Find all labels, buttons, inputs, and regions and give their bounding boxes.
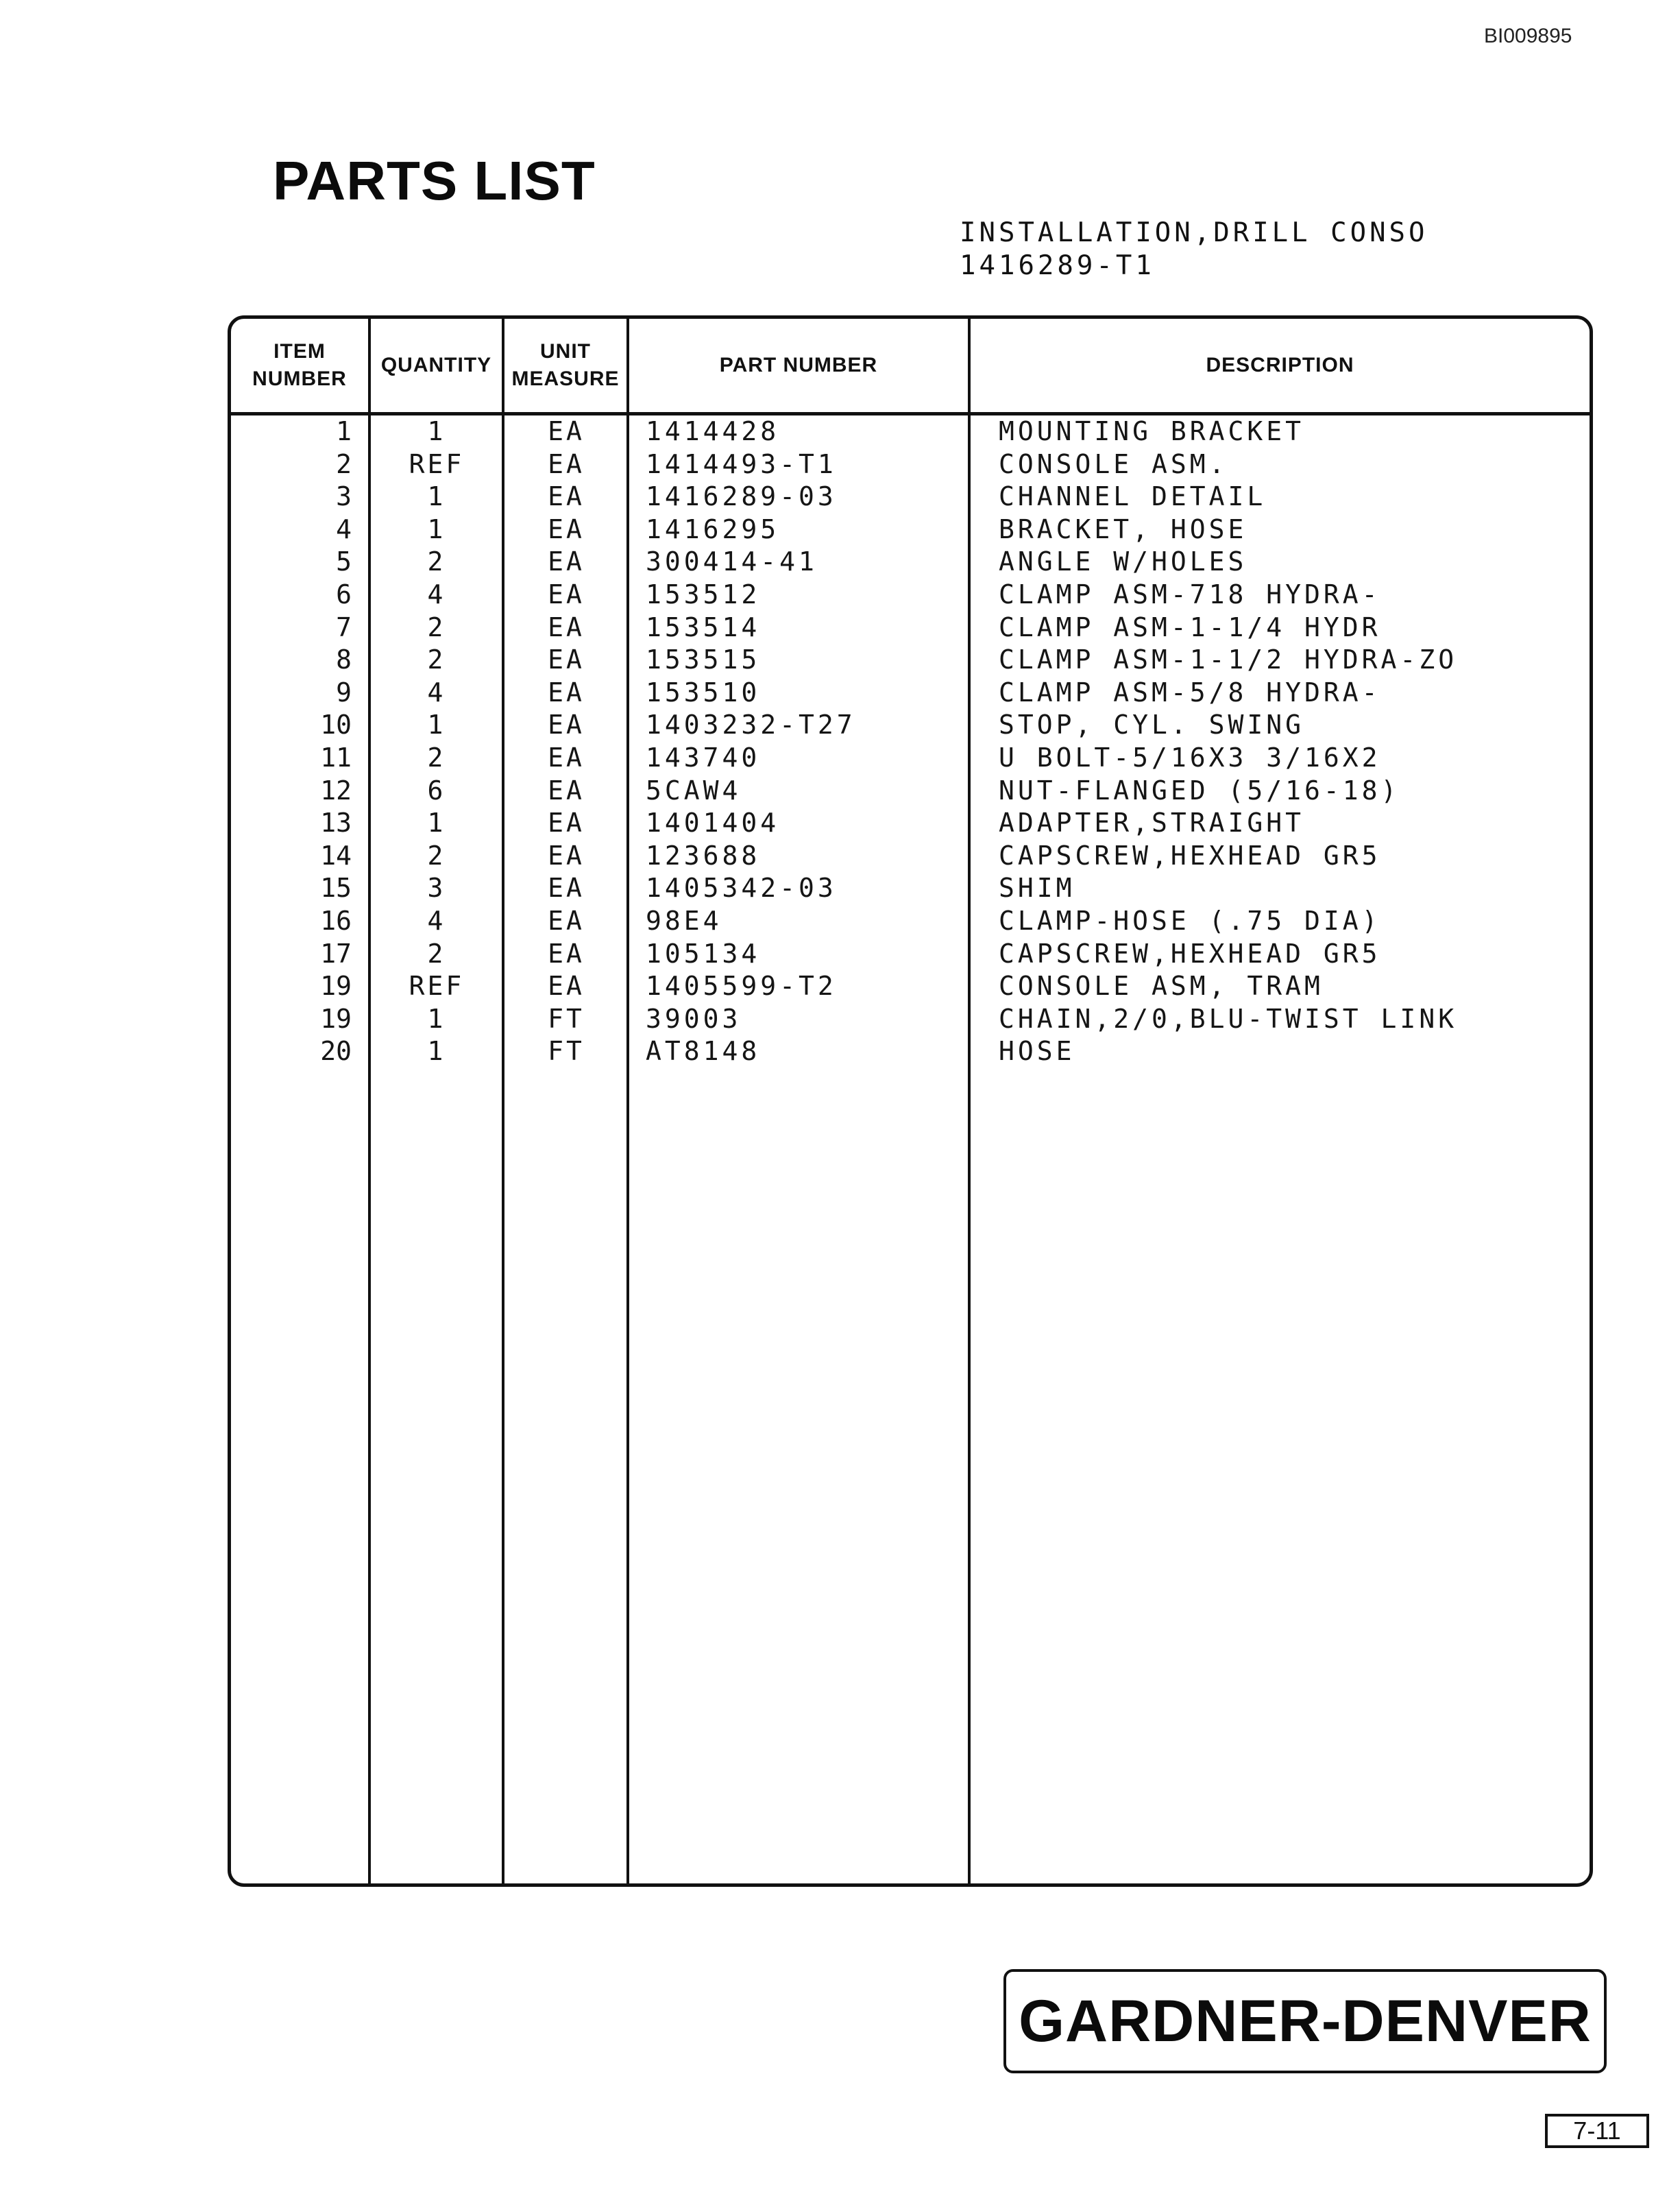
- part-number-cell: 1405342-03: [646, 873, 837, 904]
- table-row: [231, 1035, 1590, 1068]
- table-row: [231, 612, 1590, 644]
- description-cell: CAPSCREW,HEXHEAD GR5: [999, 840, 1381, 871]
- brand-logo: [1003, 1969, 1607, 2073]
- part-number-cell: 153514: [646, 612, 761, 642]
- description-cell: SHIM: [999, 873, 1075, 904]
- table-row: [231, 579, 1590, 612]
- unit-measure-cell: EA: [548, 481, 585, 512]
- description-cell: BRACKET, HOSE: [999, 514, 1247, 544]
- description-cell: ANGLE W/HOLES: [999, 546, 1247, 577]
- unit-measure-cell: EA: [548, 514, 585, 544]
- unit-measure-cell: EA: [548, 644, 585, 675]
- part-number-cell: 98E4: [646, 905, 722, 936]
- item-number-cell: 19: [320, 1003, 352, 1034]
- table-row: [231, 775, 1590, 808]
- item-number-cell: 9: [336, 677, 352, 708]
- table-row: [231, 514, 1590, 546]
- item-number-cell: 5: [336, 546, 352, 577]
- quantity-cell: 4: [427, 579, 446, 610]
- table-body: [231, 415, 1590, 1068]
- part-number-cell: 143740: [646, 742, 761, 773]
- page-title: PARTS LIST: [273, 150, 596, 211]
- part-number-cell: 123688: [646, 840, 761, 871]
- unit-measure-cell: EA: [548, 416, 585, 446]
- item-number-cell: 20: [320, 1036, 352, 1067]
- part-number-cell: 1416289-03: [646, 481, 837, 512]
- quantity-cell: 2: [427, 644, 446, 675]
- table-row: [231, 644, 1590, 677]
- doc-id: BI009895: [1484, 25, 1572, 47]
- description-cell: CLAMP ASM-5/8 HYDRA-: [999, 677, 1381, 708]
- table-row: [231, 481, 1590, 514]
- item-number-cell: 17: [320, 938, 352, 969]
- item-number-cell: 8: [336, 644, 352, 675]
- part-number-cell: 1416295: [646, 514, 780, 544]
- quantity-cell: 2: [427, 840, 446, 871]
- part-number-cell: 153510: [646, 677, 761, 708]
- quantity-cell: REF: [409, 448, 465, 479]
- table-row: [231, 448, 1590, 481]
- column-header-description: DESCRIPTION: [1206, 354, 1354, 376]
- quantity-cell: 1: [427, 1003, 446, 1034]
- item-number-cell: 14: [320, 840, 352, 871]
- unit-measure-cell: EA: [548, 677, 585, 708]
- item-number-cell: 6: [336, 579, 352, 610]
- table-row: [231, 415, 1590, 448]
- unit-measure-cell: EA: [548, 710, 585, 740]
- table-row: [231, 970, 1590, 1003]
- quantity-cell: 1: [427, 808, 446, 839]
- parts-table: [228, 315, 1593, 1887]
- description-cell: NUT-FLANGED (5/16-18): [999, 775, 1400, 806]
- column-header-quantity: QUANTITY: [380, 354, 492, 376]
- description-cell: CLAMP ASM-1-1/2 HYDRA-ZO: [999, 644, 1458, 675]
- quantity-cell: REF: [409, 971, 465, 1002]
- part-number-cell: 1401404: [646, 808, 780, 839]
- description-cell: CONSOLE ASM.: [999, 448, 1228, 479]
- part-number-cell: 300414-41: [646, 546, 818, 577]
- unit-measure-cell: EA: [548, 873, 585, 904]
- item-number-cell: 15: [320, 873, 352, 904]
- item-number-cell: 3: [336, 481, 352, 512]
- part-number-cell: 153512: [646, 579, 761, 610]
- part-number-cell: 105134: [646, 938, 761, 969]
- table-row: [231, 1003, 1590, 1036]
- unit-measure-cell: EA: [548, 579, 585, 610]
- table-row: [231, 840, 1590, 873]
- unit-measure-cell: EA: [548, 775, 585, 806]
- item-number-cell: 10: [320, 710, 352, 740]
- table-row: [231, 905, 1590, 938]
- quantity-cell: 3: [427, 873, 446, 904]
- item-number-cell: 12: [320, 775, 352, 806]
- unit-measure-cell: FT: [548, 1003, 585, 1034]
- table-row: [231, 677, 1590, 710]
- description-cell: CHAIN,2/0,BLU-TWIST LINK: [999, 1003, 1458, 1034]
- unit-measure-cell: EA: [548, 938, 585, 969]
- item-number-cell: 1: [336, 416, 352, 446]
- description-cell: CLAMP ASM-1-1/4 HYDR: [999, 612, 1381, 642]
- table-row: [231, 807, 1590, 840]
- description-cell: CHANNEL DETAIL: [999, 481, 1267, 512]
- description-cell: MOUNTING BRACKET: [999, 416, 1305, 446]
- quantity-cell: 6: [427, 775, 446, 806]
- item-number-cell: 2: [336, 448, 352, 479]
- quantity-cell: 4: [427, 905, 446, 936]
- unit-measure-cell: EA: [548, 840, 585, 871]
- unit-measure-cell: EA: [548, 808, 585, 839]
- unit-measure-cell: EA: [548, 971, 585, 1002]
- column-header-item-number: ITEM NUMBER: [252, 340, 347, 390]
- part-number-cell: 153515: [646, 644, 761, 675]
- description-cell: ADAPTER,STRAIGHT: [999, 808, 1305, 839]
- part-number-cell: 1403232-T27: [646, 710, 856, 740]
- unit-measure-cell: EA: [548, 546, 585, 577]
- quantity-cell: 2: [427, 742, 446, 773]
- part-number-cell: 39003: [646, 1003, 742, 1034]
- item-number-cell: 4: [336, 514, 352, 544]
- part-number-cell: 1414493-T1: [646, 448, 837, 479]
- part-number-cell: 1414428: [646, 416, 780, 446]
- table-row: [231, 872, 1590, 905]
- assembly-number: 1416289-T1: [960, 250, 1155, 281]
- assembly-name: INSTALLATION,DRILL CONSO: [960, 217, 1428, 248]
- table-row: [231, 938, 1590, 971]
- part-number-cell: 5CAW4: [646, 775, 742, 806]
- item-number-cell: 16: [320, 905, 352, 936]
- assembly-info: [960, 217, 1428, 282]
- item-number-cell: 19: [320, 971, 352, 1002]
- description-cell: CLAMP ASM-718 HYDRA-: [999, 579, 1381, 610]
- table-row: [231, 546, 1590, 579]
- quantity-cell: 1: [427, 514, 446, 544]
- description-cell: CLAMP-HOSE (.75 DIA): [999, 905, 1381, 936]
- quantity-cell: 4: [427, 677, 446, 708]
- part-number-cell: 1405599-T2: [646, 971, 837, 1002]
- item-number-cell: 11: [320, 742, 352, 773]
- quantity-cell: 1: [427, 1036, 446, 1067]
- table-row: [231, 709, 1590, 742]
- unit-measure-cell: FT: [548, 1036, 585, 1067]
- column-header-part-number: PART NUMBER: [719, 354, 878, 376]
- page-number: 7-11: [1545, 2114, 1649, 2148]
- column-header-unit-measure: UNIT MEASURE: [511, 340, 620, 390]
- item-number-cell: 7: [336, 612, 352, 642]
- description-cell: CONSOLE ASM, TRAM: [999, 971, 1324, 1002]
- brand-logo-text: GARDNER-DENVER: [1019, 1988, 1592, 2054]
- quantity-cell: 2: [427, 612, 446, 642]
- description-cell: HOSE: [999, 1036, 1075, 1067]
- unit-measure-cell: EA: [548, 905, 585, 936]
- unit-measure-cell: EA: [548, 448, 585, 479]
- item-number-cell: 13: [320, 808, 352, 839]
- quantity-cell: 1: [427, 710, 446, 740]
- description-cell: STOP, CYL. SWING: [999, 710, 1305, 740]
- quantity-cell: 2: [427, 546, 446, 577]
- description-cell: U BOLT-5/16X3 3/16X2: [999, 742, 1381, 773]
- quantity-cell: 1: [427, 416, 446, 446]
- unit-measure-cell: EA: [548, 612, 585, 642]
- part-number-cell: AT8148: [646, 1036, 761, 1067]
- description-cell: CAPSCREW,HEXHEAD GR5: [999, 938, 1381, 969]
- quantity-cell: 2: [427, 938, 446, 969]
- quantity-cell: 1: [427, 481, 446, 512]
- table-row: [231, 742, 1590, 775]
- unit-measure-cell: EA: [548, 742, 585, 773]
